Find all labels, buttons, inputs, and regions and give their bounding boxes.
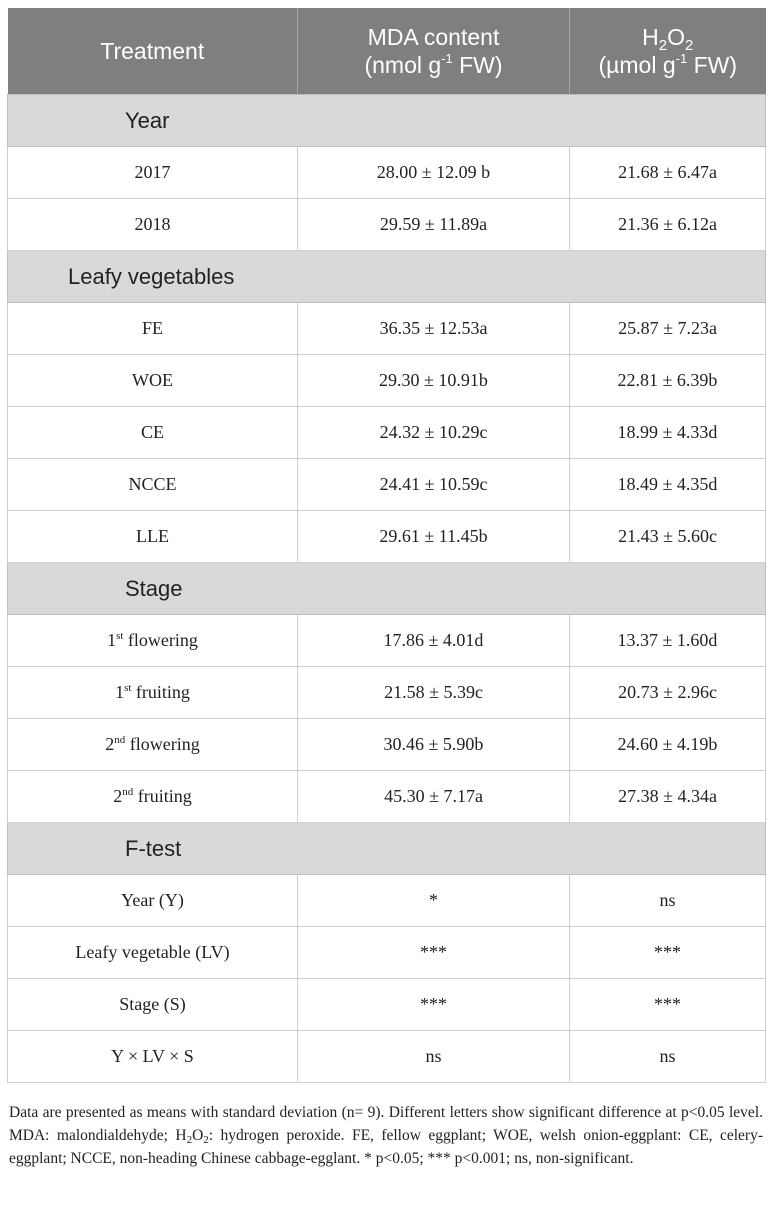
header-mda-unit-sup: -1 xyxy=(441,51,453,66)
mda-value: ns xyxy=(298,1031,570,1083)
h2o2-value: 18.99 ± 4.33d xyxy=(570,407,766,459)
h2o2-value: 13.37 ± 1.60d xyxy=(570,615,766,667)
ordinal-number: 2 xyxy=(105,734,115,754)
table-row xyxy=(8,407,766,459)
mda-value: 24.41 ± 10.59c xyxy=(298,459,570,511)
table-row xyxy=(8,1031,766,1083)
section-leafy xyxy=(8,251,766,303)
row-label: Leafy vegetable (LV) xyxy=(8,927,298,979)
header-h2o2-unit-a: (µmol g xyxy=(598,52,676,78)
h2o2-value: 21.43 ± 5.60c xyxy=(570,511,766,563)
section-leafy-label: Leafy vegetables xyxy=(8,251,766,303)
h2o2-value: 20.73 ± 2.96c xyxy=(570,667,766,719)
row-label xyxy=(8,771,298,823)
footnote-sub1: 2 xyxy=(186,1134,193,1146)
stage-name: flowering xyxy=(123,630,198,650)
ordinal-number: 2 xyxy=(113,786,123,806)
mda-value: * xyxy=(298,875,570,927)
ordinal-number: 1 xyxy=(115,682,125,702)
ordinal-suffix: st xyxy=(124,682,132,694)
table-row xyxy=(8,927,766,979)
header-h2o2-o: O xyxy=(667,24,685,50)
row-label: FE xyxy=(8,303,298,355)
mda-value: 29.61 ± 11.45b xyxy=(298,511,570,563)
row-label: LLE xyxy=(8,511,298,563)
ordinal-number: 1 xyxy=(107,630,117,650)
results-table xyxy=(7,8,766,1083)
footnote-part2: O xyxy=(192,1127,204,1144)
table-row xyxy=(8,303,766,355)
h2o2-value: ns xyxy=(570,1031,766,1083)
table-row xyxy=(8,459,766,511)
header-h2o2-sub2: 2 xyxy=(685,37,694,54)
mda-value: 36.35 ± 12.53a xyxy=(298,303,570,355)
header-h2o2-unit-sup: -1 xyxy=(675,51,688,66)
section-stage-label: Stage xyxy=(8,563,766,615)
mda-value: 29.59 ± 11.89a xyxy=(298,199,570,251)
row-label: Year (Y) xyxy=(8,875,298,927)
mda-value: 45.30 ± 7.17a xyxy=(298,771,570,823)
ordinal-suffix: nd xyxy=(114,734,126,746)
mda-value: *** xyxy=(298,927,570,979)
header-h2o2-unit-b: FW) xyxy=(687,52,738,78)
h2o2-value: *** xyxy=(570,927,766,979)
table-footnote xyxy=(9,1101,763,1170)
table-row xyxy=(8,771,766,823)
table-row xyxy=(8,875,766,927)
h2o2-value: 21.36 ± 6.12a xyxy=(570,199,766,251)
stage-name: fruiting xyxy=(131,682,190,702)
row-label: 2018 xyxy=(8,199,298,251)
row-label: 2017 xyxy=(8,147,298,199)
table-row xyxy=(8,147,766,199)
row-label: Y × LV × S xyxy=(8,1031,298,1083)
mda-value: 17.86 ± 4.01d xyxy=(298,615,570,667)
row-label xyxy=(8,667,298,719)
header-h2o2 xyxy=(570,8,766,95)
section-ftest-label: F-test xyxy=(8,823,766,875)
row-label xyxy=(8,719,298,771)
ordinal-suffix: nd xyxy=(122,786,134,798)
row-label xyxy=(8,615,298,667)
row-label: NCCE xyxy=(8,459,298,511)
h2o2-value: 18.49 ± 4.35d xyxy=(570,459,766,511)
header-h2o2-sub1: 2 xyxy=(658,37,668,54)
h2o2-value: *** xyxy=(570,979,766,1031)
table-row xyxy=(8,355,766,407)
section-ftest xyxy=(8,823,766,875)
mda-value: 21.58 ± 5.39c xyxy=(298,667,570,719)
mda-value: 30.46 ± 5.90b xyxy=(298,719,570,771)
header-mda-unit-a: (nmol g xyxy=(364,52,442,78)
row-label: Stage (S) xyxy=(8,979,298,1031)
header-mda xyxy=(298,8,570,95)
header-h2o2-h: H xyxy=(642,24,659,50)
footnote-sub2: 2 xyxy=(203,1134,209,1146)
table-row xyxy=(8,511,766,563)
table-row xyxy=(8,615,766,667)
h2o2-value: 27.38 ± 4.34a xyxy=(570,771,766,823)
footnote-part3: : hydrogen peroxide. FE, fellow eggplant; WOE, welsh onion-eggplant: CE, celery-eggplant; NCCE, non-heading Chinese cabbage-egglant. * p<0.05; *** p<0.001; ns, non-significant. xyxy=(9,1127,763,1167)
header-row xyxy=(8,8,766,95)
table-row xyxy=(8,667,766,719)
stage-name: flowering xyxy=(125,734,200,754)
table-row xyxy=(8,979,766,1031)
header-mda-title: MDA content xyxy=(367,24,500,50)
mda-value: *** xyxy=(298,979,570,1031)
row-label: CE xyxy=(8,407,298,459)
section-year-label: Year xyxy=(8,95,766,147)
h2o2-value: ns xyxy=(570,875,766,927)
h2o2-value: 21.68 ± 6.47a xyxy=(570,147,766,199)
h2o2-value: 24.60 ± 4.19b xyxy=(570,719,766,771)
ordinal-suffix: st xyxy=(116,630,124,642)
stage-name: fruiting xyxy=(133,786,192,806)
mda-value: 28.00 ± 12.09 b xyxy=(298,147,570,199)
section-stage xyxy=(8,563,766,615)
header-treatment: Treatment xyxy=(8,8,298,95)
mda-value: 29.30 ± 10.91b xyxy=(298,355,570,407)
row-label: WOE xyxy=(8,355,298,407)
header-mda-unit-b: FW) xyxy=(452,52,503,78)
h2o2-value: 22.81 ± 6.39b xyxy=(570,355,766,407)
footnote-part1: Data are presented as means with standard deviation (n= 9). Different letters show significant difference at p<0.05 level. MDA: malondialdehyde; H xyxy=(9,1104,763,1144)
mda-value: 24.32 ± 10.29c xyxy=(298,407,570,459)
table-row xyxy=(8,199,766,251)
table-row xyxy=(8,719,766,771)
section-year xyxy=(8,95,766,147)
h2o2-value: 25.87 ± 7.23a xyxy=(570,303,766,355)
results-table-container xyxy=(7,8,765,1083)
